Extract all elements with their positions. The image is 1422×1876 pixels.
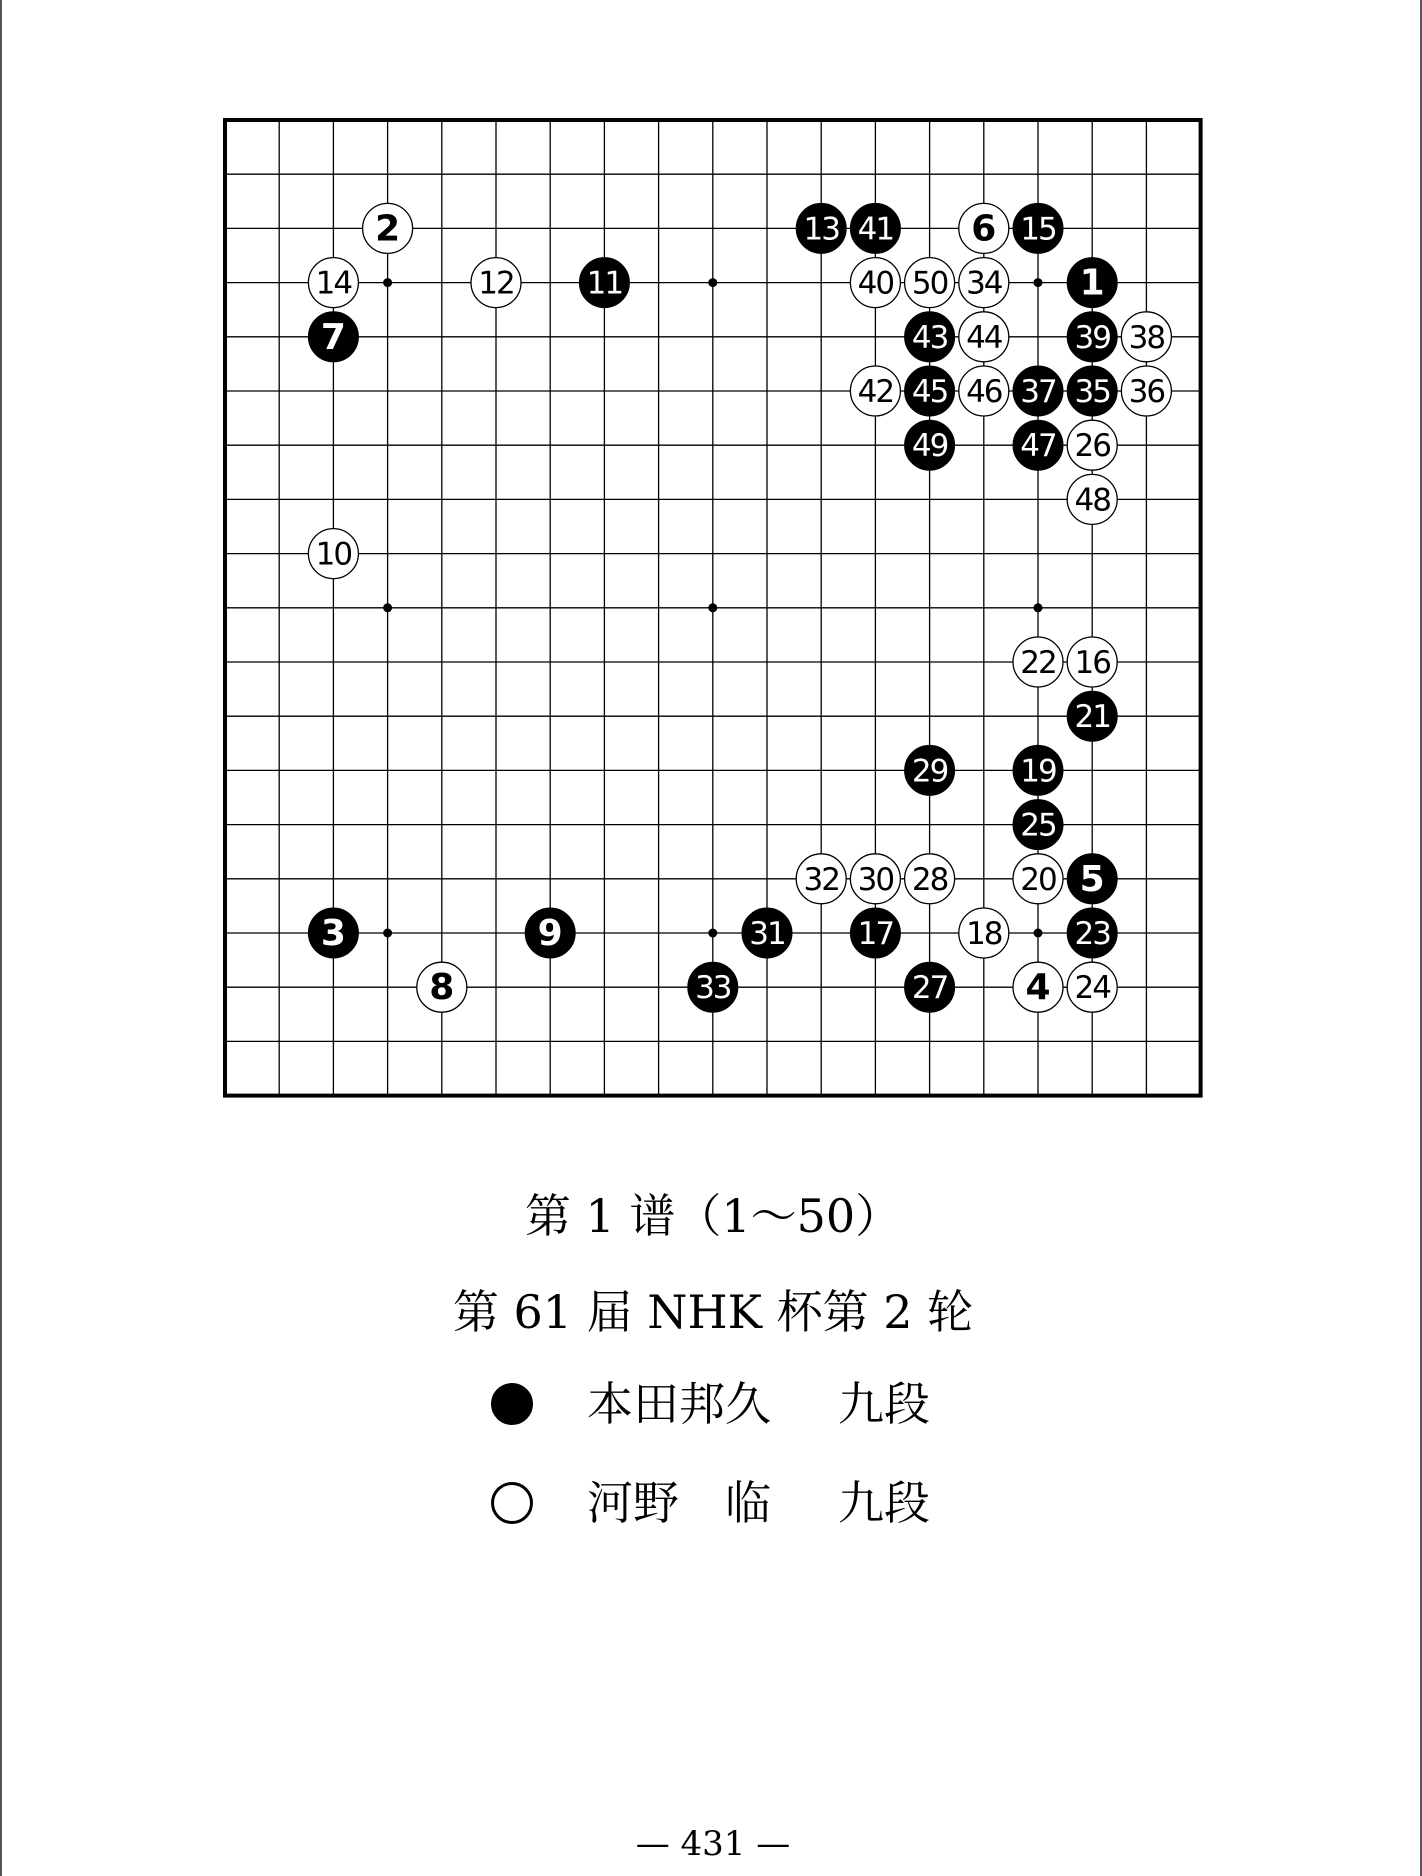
move-number: 47 [1020, 428, 1056, 465]
move-number: 3 [320, 913, 346, 954]
move-number: 43 [911, 319, 948, 356]
move-number: 7 [320, 316, 346, 358]
move-number: 1 [1079, 262, 1105, 304]
move-number: 25 [1020, 807, 1056, 844]
move-number: 24 [1074, 970, 1110, 1007]
move-number: 6 [971, 208, 997, 250]
star-point [1034, 929, 1043, 938]
move-number: 27 [911, 970, 948, 1007]
move-number: 30 [857, 861, 894, 898]
move-number: 17 [857, 916, 894, 952]
move-number: 19 [1020, 753, 1056, 790]
star-point [1034, 603, 1043, 612]
black-player-rank: 九段 [838, 1377, 930, 1431]
move-number: 29 [911, 753, 948, 790]
white-player-row [2, 1473, 1422, 1533]
move-number: 4 [1025, 967, 1051, 1009]
black-stone-icon [491, 1383, 533, 1425]
move-number: 39 [1074, 319, 1110, 356]
move-number: 22 [1020, 645, 1056, 681]
move-number: 28 [911, 861, 948, 898]
game-title: 第 61 届 NHK 杯第 2 轮 [452, 1285, 974, 1339]
move-number: 32 [803, 861, 839, 898]
move-number: 37 [1020, 374, 1056, 410]
move-number: 10 [315, 536, 352, 573]
star-point [383, 603, 392, 612]
move-number: 5 [1079, 858, 1105, 900]
move-number: 11 [586, 265, 623, 302]
star-point [708, 278, 717, 287]
move-number: 49 [911, 428, 948, 465]
move-number: 50 [911, 265, 948, 302]
move-number: 14 [315, 265, 352, 302]
star-point [383, 929, 392, 938]
move-number: 40 [857, 265, 894, 302]
star-point [708, 603, 717, 612]
move-number: 8 [429, 967, 455, 1009]
star-point [1034, 278, 1043, 287]
move-number: 33 [695, 970, 731, 1007]
move-number: 35 [1074, 374, 1110, 410]
black-player-row [2, 1374, 1422, 1434]
move-number: 34 [966, 265, 1002, 302]
move-number: 46 [966, 374, 1002, 410]
move-number: 15 [1020, 211, 1056, 248]
diagram-title: 第 1 谱（1～50） [524, 1189, 902, 1243]
move-number: 21 [1074, 699, 1110, 736]
move-number: 13 [803, 211, 839, 248]
page-number: — 431 — [635, 1824, 791, 1864]
move-number: 16 [1074, 645, 1110, 681]
move-number: 23 [1074, 916, 1110, 952]
black-player-name: 本田邦久 [587, 1377, 771, 1431]
star-point [708, 929, 717, 938]
move-number: 45 [911, 374, 948, 410]
move-number: 36 [1128, 374, 1165, 410]
move-number: 2 [375, 208, 401, 250]
move-number: 42 [857, 374, 894, 410]
move-number: 44 [966, 319, 1002, 356]
move-number: 18 [966, 916, 1002, 952]
star-point [383, 278, 392, 287]
move-number: 26 [1074, 428, 1110, 465]
move-number: 12 [478, 265, 514, 302]
move-number: 41 [857, 211, 894, 248]
move-number: 9 [537, 913, 563, 954]
white-player-rank: 九段 [838, 1476, 930, 1530]
move-number: 31 [749, 916, 785, 952]
white-player-name: 河野 临 [587, 1476, 771, 1530]
move-number: 48 [1074, 482, 1110, 519]
move-number: 38 [1128, 319, 1165, 356]
white-stone-icon [491, 1482, 533, 1524]
go-board-diagram [2, 0, 1422, 1180]
move-number: 20 [1020, 861, 1056, 898]
